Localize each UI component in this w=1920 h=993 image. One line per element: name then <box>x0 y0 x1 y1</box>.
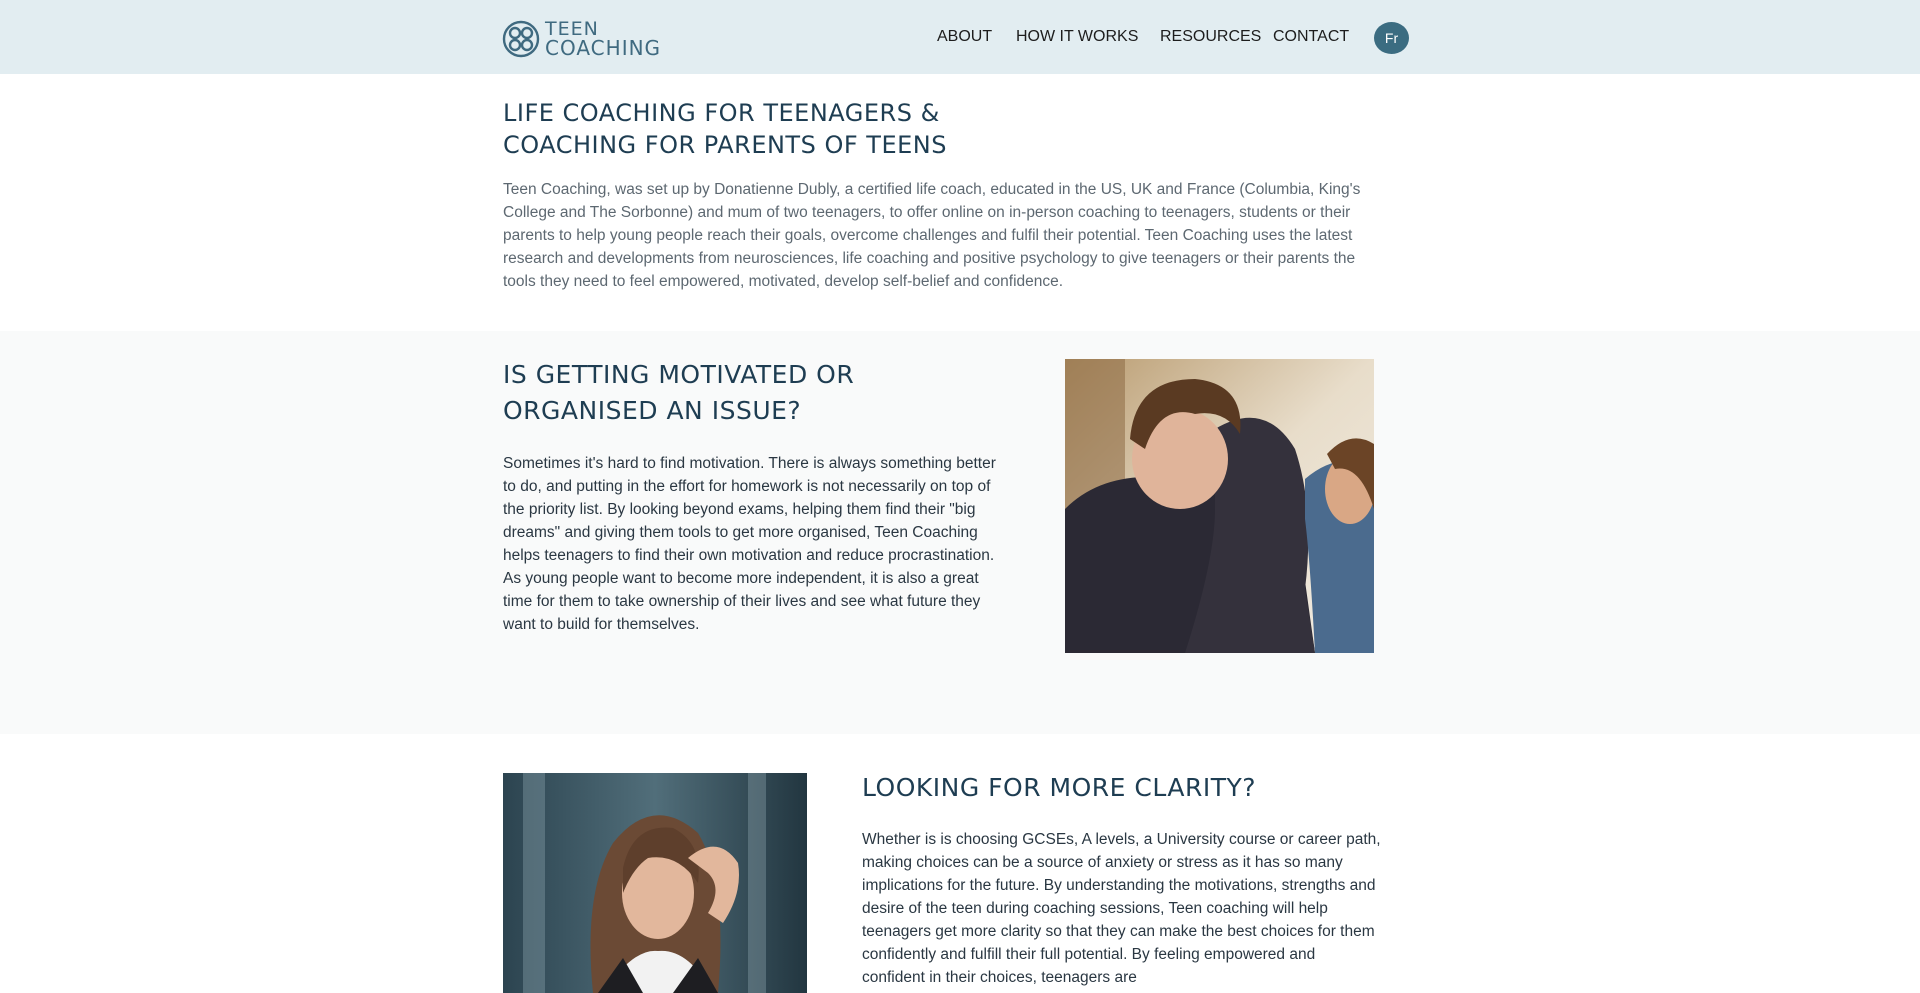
teens-studying-image <box>1065 359 1374 653</box>
main-nav <box>0 28 1920 50</box>
logo-line-1: TEEN <box>545 18 599 40</box>
motivation-heading: IS GETTING MOTIVATED OR ORGANISED AN ISSUE? <box>503 360 855 425</box>
teen-girl-photo <box>503 773 807 993</box>
logo-line-2: COACHING <box>545 36 662 60</box>
motivation-paragraph: Sometimes it's hard to find motivation. There is always something better to do, and putting in the effort for homework is not necessarily on top of the priority list. By looking beyond exams, helping them find their "big dreams" and giving them tools to get more organised, Teen Coaching helps teenagers to find their own motivation and reduce procrastination. As young people want to become more independent, it is also a great time for them to take ownership of their lives and see what future they want to build for themselves. <box>503 455 996 633</box>
nav-item-resources[interactable]: RESOURCES <box>1160 28 1262 45</box>
teen-girl-image <box>503 773 807 993</box>
language-toggle-button[interactable]: Fr <box>1374 22 1409 54</box>
nav-item-about[interactable]: ABOUT <box>937 28 993 45</box>
nav-item-how-it-works[interactable]: HOW IT WORKS <box>1016 28 1139 45</box>
clarity-heading: LOOKING FOR MORE CLARITY? <box>862 773 1257 802</box>
page-title: LIFE COACHING FOR TEENAGERS & COACHING FOR PARENTS OF TEENS <box>503 99 947 159</box>
site-header <box>0 0 1920 74</box>
nav-item-contact[interactable]: CONTACT <box>1273 28 1350 45</box>
teens-studying-photo <box>1065 359 1374 653</box>
intro-paragraph: Teen Coaching, was set up by Donatienne Dubly, a certified life coach, educated in the US, UK and France (Columbia, King's College and The Sorbonne) and mum of two teenagers, to offer online on in-person coaching to teenagers, students or their parents to help young people reach their goals, overcome challenges and fulfil their potential. Teen Coaching uses the latest research and developments from neurosciences, life coaching and positive psychology to give teenagers or their parents the tools they need to feel empowered, motivated, develop self-belief and confidence. <box>503 181 1361 290</box>
clarity-paragraph: Whether is is choosing GCSEs, A levels, a University course or career path, making choices can be a source of anxiety or stress as it has so many implications for the future. By understanding the motivations, strengths and desire of the teen during coaching sessions, Teen coaching will help teenagers get more clarity so that they can make the best choices for them confidently and fulfill their full potential. By feeling empowered and confident in their choices, teenagers are <box>862 831 1381 986</box>
